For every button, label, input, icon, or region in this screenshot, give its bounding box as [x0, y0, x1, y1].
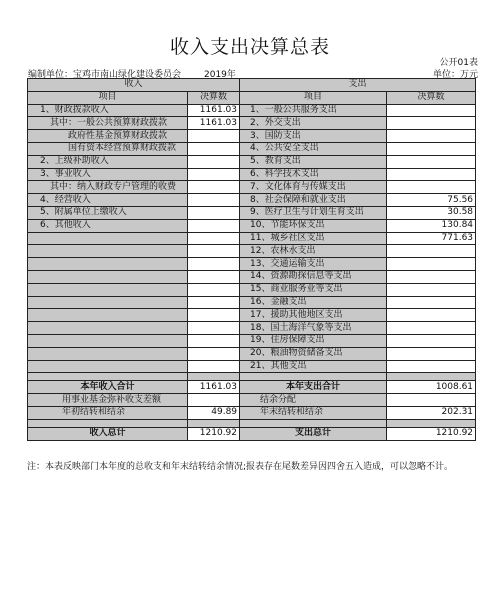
income-item: 6、其他收入	[28, 219, 188, 232]
expense-amount	[387, 155, 476, 168]
income-amount	[188, 296, 240, 309]
section-header-row	[28, 79, 476, 92]
expense-amount	[387, 104, 476, 117]
income-amount	[188, 322, 240, 335]
expense-item: 6、科学技术支出	[240, 168, 387, 181]
income-amount	[188, 360, 240, 373]
expense-item: 7、文化体育与传媒支出	[240, 181, 387, 194]
end-label: 年末结转和结余	[240, 406, 387, 419]
table-row	[28, 219, 476, 232]
grand-expense-value: 1210.92	[387, 427, 476, 440]
expense-amount: 30.58	[387, 206, 476, 219]
income-item	[28, 347, 188, 360]
income-amount	[188, 194, 240, 207]
spacer-row	[28, 373, 476, 381]
expense-item: 19、住房保障支出	[240, 334, 387, 347]
expense-item: 20、粮油物资储备支出	[240, 347, 387, 360]
grand-income-value: 1210.92	[188, 427, 240, 440]
income-amount	[188, 168, 240, 181]
income-total-value: 1161.03	[188, 381, 240, 394]
grand-income-label: 收入总计	[28, 427, 188, 440]
income-item: 1、财政拨款收入	[28, 104, 188, 117]
table-row	[28, 206, 476, 219]
table-row	[28, 270, 476, 283]
expense-item: 18、国土海洋气象等支出	[240, 322, 387, 335]
expense-amount	[387, 245, 476, 258]
income-amount	[188, 245, 240, 258]
expense-amount	[387, 117, 476, 130]
begin-value: 49.89	[188, 406, 240, 419]
expense-amount	[387, 258, 476, 271]
income-amount: 1161.03	[188, 104, 240, 117]
income-amount	[188, 309, 240, 322]
expense-amount	[387, 322, 476, 335]
income-amount	[188, 155, 240, 168]
income-amount	[188, 334, 240, 347]
table-row	[28, 155, 476, 168]
col-item-income: 项目	[28, 91, 188, 104]
table-row	[28, 168, 476, 181]
income-amount	[188, 130, 240, 143]
income-item	[28, 245, 188, 258]
expense-amount	[387, 296, 476, 309]
income-item	[28, 360, 188, 373]
expense-header: 支出	[240, 79, 476, 92]
expense-item: 9、医疗卫生与计划生育支出	[240, 206, 387, 219]
expense-amount: 771.63	[387, 232, 476, 245]
expense-item: 8、社会保障和就业支出	[240, 194, 387, 207]
income-amount	[188, 142, 240, 155]
expense-amount	[387, 168, 476, 181]
table-row	[28, 130, 476, 143]
end-value: 202.31	[387, 406, 476, 419]
spacer-row	[28, 419, 476, 427]
income-item: 2、上级补助收入	[28, 155, 188, 168]
income-header: 收入	[28, 79, 240, 92]
table-row	[28, 322, 476, 335]
income-amount	[188, 270, 240, 283]
expense-item: 11、城乡社区支出	[240, 232, 387, 245]
col-amount-income: 决算数	[188, 91, 240, 104]
income-amount	[188, 258, 240, 271]
form-code: 公开01表	[439, 58, 478, 68]
table-row	[28, 181, 476, 194]
income-item	[28, 270, 188, 283]
income-item: 5、附属单位上缴收入	[28, 206, 188, 219]
income-item	[28, 334, 188, 347]
income-amount	[188, 232, 240, 245]
table-row	[28, 232, 476, 245]
grand-expense-label: 支出总计	[240, 427, 387, 440]
col-amount-expense: 决算数	[387, 91, 476, 104]
expense-item: 12、农林水支出	[240, 245, 387, 258]
expense-item: 13、交通运输支出	[240, 258, 387, 271]
income-amount: 1161.03	[188, 117, 240, 130]
alloc-label: 结余分配	[240, 394, 387, 407]
unit-label: 单位：万元	[432, 70, 478, 80]
income-item: 其中：一般公共预算财政拨款	[28, 117, 188, 130]
income-amount	[188, 283, 240, 296]
expense-item: 14、资源勘探信息等支出	[240, 270, 387, 283]
income-item	[28, 309, 188, 322]
table-row	[28, 334, 476, 347]
alloc-value	[387, 394, 476, 407]
carryover-row	[28, 406, 476, 419]
income-item	[28, 296, 188, 309]
expense-item: 3、国防支出	[240, 130, 387, 143]
expense-amount	[387, 334, 476, 347]
column-header-row	[28, 91, 476, 104]
expense-item: 21、其他支出	[240, 360, 387, 373]
year-total-row	[28, 381, 476, 394]
expense-item: 5、教育支出	[240, 155, 387, 168]
table-row	[28, 309, 476, 322]
expense-item: 15、商业服务业等支出	[240, 283, 387, 296]
table-row	[28, 360, 476, 373]
income-item: 3、事业收入	[28, 168, 188, 181]
table-row	[28, 194, 476, 207]
page-title: 收入支出决算总表	[169, 36, 330, 58]
expense-total-value: 1008.61	[387, 381, 476, 394]
table-row	[28, 245, 476, 258]
table-row	[28, 142, 476, 155]
income-total-label: 本年收入合计	[28, 381, 188, 394]
income-item	[28, 322, 188, 335]
fund-label: 用事业基金弥补收支差额	[28, 394, 188, 407]
expense-total-label: 本年支出合计	[240, 381, 387, 394]
begin-label: 年初结转和结余	[28, 406, 188, 419]
table-row	[28, 258, 476, 271]
expense-amount	[387, 283, 476, 296]
table-row	[28, 347, 476, 360]
expense-amount	[387, 142, 476, 155]
expense-item: 1、一般公共服务支出	[240, 104, 387, 117]
income-item: 4、经营收入	[28, 194, 188, 207]
income-item	[28, 283, 188, 296]
income-item: 其中：纳入财政专户管理的收费	[28, 181, 188, 194]
table-row	[28, 283, 476, 296]
income-amount	[188, 347, 240, 360]
col-item-expense: 项目	[240, 91, 387, 104]
expense-amount	[387, 347, 476, 360]
expense-amount: 75.56	[387, 194, 476, 207]
expense-amount	[387, 270, 476, 283]
fund-value	[188, 394, 240, 407]
income-amount	[188, 206, 240, 219]
table-row	[28, 296, 476, 309]
income-item: 国有资本经营预算财政拨款	[28, 142, 188, 155]
expense-item: 2、外交支出	[240, 117, 387, 130]
expense-amount	[387, 309, 476, 322]
expense-item: 10、节能环保支出	[240, 219, 387, 232]
footnote: 注：本表反映部门本年度的总收支和年末结转结余情况;报表存在尾数差异因四舍五入造成，可以忽略不计。	[27, 462, 454, 472]
income-amount	[188, 181, 240, 194]
expense-amount	[387, 360, 476, 373]
expense-amount: 130.84	[387, 219, 476, 232]
expense-item: 17、援助其他地区支出	[240, 309, 387, 322]
summary-table	[27, 78, 476, 441]
expense-amount	[387, 130, 476, 143]
table-row	[28, 104, 476, 117]
expense-amount	[387, 181, 476, 194]
grand-total-row	[28, 427, 476, 440]
expense-item: 4、公共安全支出	[240, 142, 387, 155]
income-item	[28, 232, 188, 245]
income-item: 政府性基金预算财政拨款	[28, 130, 188, 143]
org-label: 编制单位：宝鸡市南山绿化建设委员会	[28, 70, 182, 80]
fund-row	[28, 394, 476, 407]
expense-item: 16、金融支出	[240, 296, 387, 309]
table-row	[28, 117, 476, 130]
income-amount	[188, 219, 240, 232]
income-item	[28, 258, 188, 271]
year-label: 2019年	[204, 70, 236, 80]
